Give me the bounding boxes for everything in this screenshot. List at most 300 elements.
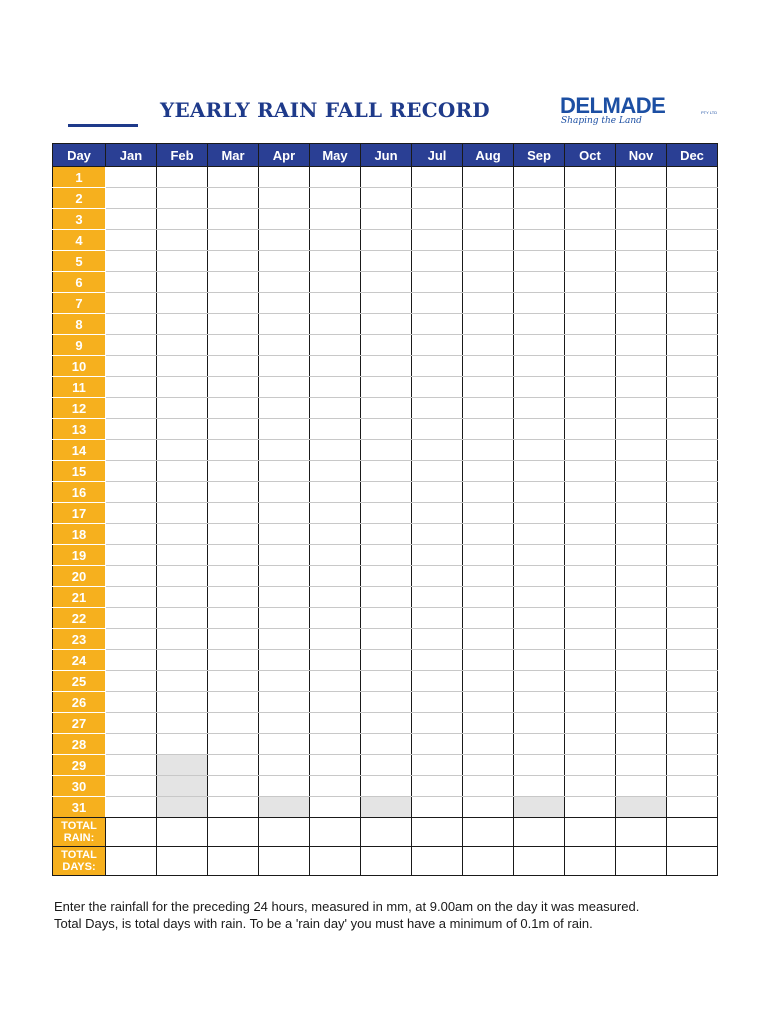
rainfall-entry-cell[interactable] bbox=[106, 776, 157, 797]
rainfall-entry-cell[interactable] bbox=[361, 272, 412, 293]
rainfall-entry-cell[interactable] bbox=[361, 293, 412, 314]
rainfall-entry-cell[interactable] bbox=[463, 776, 514, 797]
rainfall-entry-cell[interactable] bbox=[361, 419, 412, 440]
rainfall-entry-cell[interactable] bbox=[616, 209, 667, 230]
rainfall-entry-cell[interactable] bbox=[208, 797, 259, 818]
rainfall-entry-cell[interactable] bbox=[310, 734, 361, 755]
rainfall-entry-cell[interactable] bbox=[616, 293, 667, 314]
rainfall-entry-cell[interactable] bbox=[412, 356, 463, 377]
rainfall-entry-cell[interactable] bbox=[361, 671, 412, 692]
rainfall-entry-cell[interactable] bbox=[565, 230, 616, 251]
rainfall-entry-cell[interactable] bbox=[565, 503, 616, 524]
rainfall-entry-cell[interactable] bbox=[514, 335, 565, 356]
rainfall-entry-cell[interactable] bbox=[514, 545, 565, 566]
rainfall-entry-cell[interactable] bbox=[259, 671, 310, 692]
rainfall-entry-cell[interactable] bbox=[412, 566, 463, 587]
rainfall-entry-cell[interactable] bbox=[208, 335, 259, 356]
rainfall-entry-cell[interactable] bbox=[106, 314, 157, 335]
rainfall-entry-cell[interactable] bbox=[667, 356, 718, 377]
rainfall-entry-cell[interactable] bbox=[565, 335, 616, 356]
rainfall-entry-cell[interactable] bbox=[463, 608, 514, 629]
rainfall-entry-cell[interactable] bbox=[463, 713, 514, 734]
rainfall-entry-cell[interactable] bbox=[106, 230, 157, 251]
rainfall-entry-cell[interactable] bbox=[412, 419, 463, 440]
rainfall-entry-cell[interactable] bbox=[208, 188, 259, 209]
rainfall-entry-cell[interactable] bbox=[157, 587, 208, 608]
rainfall-entry-cell[interactable] bbox=[259, 167, 310, 188]
rainfall-entry-cell[interactable] bbox=[361, 545, 412, 566]
rainfall-entry-cell[interactable] bbox=[259, 209, 310, 230]
total-rain-cell[interactable] bbox=[157, 818, 208, 847]
rainfall-entry-cell[interactable] bbox=[616, 167, 667, 188]
rainfall-entry-cell[interactable] bbox=[157, 209, 208, 230]
rainfall-entry-cell[interactable] bbox=[463, 692, 514, 713]
rainfall-entry-cell[interactable] bbox=[310, 272, 361, 293]
rainfall-entry-cell[interactable] bbox=[361, 314, 412, 335]
rainfall-entry-cell[interactable] bbox=[259, 524, 310, 545]
rainfall-entry-cell[interactable] bbox=[616, 629, 667, 650]
total-rain-cell[interactable] bbox=[208, 818, 259, 847]
rainfall-entry-cell[interactable] bbox=[463, 566, 514, 587]
rainfall-entry-cell[interactable] bbox=[412, 188, 463, 209]
total-rain-cell[interactable] bbox=[667, 818, 718, 847]
rainfall-entry-cell[interactable] bbox=[463, 272, 514, 293]
rainfall-entry-cell[interactable] bbox=[514, 167, 565, 188]
rainfall-entry-cell[interactable] bbox=[514, 566, 565, 587]
rainfall-entry-cell[interactable] bbox=[514, 776, 565, 797]
rainfall-entry-cell[interactable] bbox=[106, 398, 157, 419]
rainfall-entry-cell[interactable] bbox=[259, 272, 310, 293]
rainfall-entry-cell[interactable] bbox=[208, 608, 259, 629]
rainfall-entry-cell[interactable] bbox=[208, 461, 259, 482]
rainfall-entry-cell[interactable] bbox=[157, 524, 208, 545]
rainfall-entry-cell[interactable] bbox=[514, 503, 565, 524]
rainfall-entry-cell[interactable] bbox=[463, 482, 514, 503]
rainfall-entry-cell[interactable] bbox=[514, 209, 565, 230]
rainfall-entry-cell[interactable] bbox=[514, 356, 565, 377]
rainfall-entry-cell[interactable] bbox=[106, 440, 157, 461]
rainfall-entry-cell[interactable] bbox=[514, 440, 565, 461]
rainfall-entry-cell[interactable] bbox=[565, 776, 616, 797]
rainfall-entry-cell[interactable] bbox=[208, 398, 259, 419]
rainfall-entry-cell[interactable] bbox=[157, 230, 208, 251]
rainfall-entry-cell[interactable] bbox=[157, 251, 208, 272]
rainfall-entry-cell[interactable] bbox=[463, 419, 514, 440]
rainfall-entry-cell[interactable] bbox=[157, 713, 208, 734]
rainfall-entry-cell[interactable] bbox=[565, 167, 616, 188]
rainfall-entry-cell[interactable] bbox=[106, 188, 157, 209]
rainfall-entry-cell[interactable] bbox=[565, 692, 616, 713]
rainfall-entry-cell[interactable] bbox=[616, 188, 667, 209]
rainfall-entry-cell[interactable] bbox=[616, 230, 667, 251]
rainfall-entry-cell[interactable] bbox=[667, 314, 718, 335]
rainfall-entry-cell[interactable] bbox=[667, 776, 718, 797]
rainfall-entry-cell[interactable] bbox=[463, 167, 514, 188]
rainfall-entry-cell[interactable] bbox=[310, 188, 361, 209]
rainfall-entry-cell[interactable] bbox=[106, 545, 157, 566]
rainfall-entry-cell[interactable] bbox=[208, 419, 259, 440]
rainfall-entry-cell[interactable] bbox=[412, 377, 463, 398]
rainfall-entry-cell[interactable] bbox=[514, 608, 565, 629]
rainfall-entry-cell[interactable] bbox=[412, 440, 463, 461]
rainfall-entry-cell[interactable] bbox=[463, 629, 514, 650]
rainfall-entry-cell[interactable] bbox=[412, 167, 463, 188]
rainfall-entry-cell[interactable] bbox=[106, 356, 157, 377]
rainfall-entry-cell[interactable] bbox=[616, 251, 667, 272]
rainfall-entry-cell[interactable] bbox=[310, 419, 361, 440]
rainfall-entry-cell[interactable] bbox=[157, 650, 208, 671]
rainfall-entry-cell[interactable] bbox=[259, 398, 310, 419]
rainfall-entry-cell[interactable] bbox=[514, 734, 565, 755]
rainfall-entry-cell[interactable] bbox=[514, 230, 565, 251]
rainfall-entry-cell[interactable] bbox=[667, 524, 718, 545]
rainfall-entry-cell[interactable] bbox=[667, 755, 718, 776]
rainfall-entry-cell[interactable] bbox=[463, 503, 514, 524]
rainfall-entry-cell[interactable] bbox=[208, 734, 259, 755]
rainfall-entry-cell[interactable] bbox=[667, 188, 718, 209]
rainfall-entry-cell[interactable] bbox=[106, 251, 157, 272]
rainfall-entry-cell[interactable] bbox=[259, 545, 310, 566]
rainfall-entry-cell[interactable] bbox=[310, 587, 361, 608]
rainfall-entry-cell[interactable] bbox=[310, 755, 361, 776]
rainfall-entry-cell[interactable] bbox=[157, 419, 208, 440]
rainfall-entry-cell[interactable] bbox=[157, 734, 208, 755]
rainfall-entry-cell[interactable] bbox=[157, 482, 208, 503]
rainfall-entry-cell[interactable] bbox=[667, 587, 718, 608]
rainfall-entry-cell[interactable] bbox=[361, 713, 412, 734]
rainfall-entry-cell[interactable] bbox=[310, 524, 361, 545]
rainfall-entry-cell[interactable] bbox=[667, 692, 718, 713]
rainfall-entry-cell[interactable] bbox=[514, 629, 565, 650]
rainfall-entry-cell[interactable] bbox=[106, 587, 157, 608]
rainfall-entry-cell[interactable] bbox=[208, 440, 259, 461]
rainfall-entry-cell[interactable] bbox=[106, 272, 157, 293]
rainfall-entry-cell[interactable] bbox=[565, 419, 616, 440]
rainfall-entry-cell[interactable] bbox=[208, 755, 259, 776]
rainfall-entry-cell[interactable] bbox=[259, 692, 310, 713]
rainfall-entry-cell[interactable] bbox=[208, 545, 259, 566]
rainfall-entry-cell[interactable] bbox=[514, 398, 565, 419]
rainfall-entry-cell[interactable] bbox=[106, 377, 157, 398]
rainfall-entry-cell[interactable] bbox=[106, 650, 157, 671]
total-rain-cell[interactable] bbox=[616, 818, 667, 847]
rainfall-entry-cell[interactable] bbox=[259, 356, 310, 377]
rainfall-entry-cell[interactable] bbox=[310, 377, 361, 398]
total-days-cell[interactable] bbox=[361, 847, 412, 876]
rainfall-entry-cell[interactable] bbox=[157, 671, 208, 692]
rainfall-entry-cell[interactable] bbox=[310, 209, 361, 230]
rainfall-entry-cell[interactable] bbox=[361, 356, 412, 377]
rainfall-entry-cell[interactable] bbox=[208, 356, 259, 377]
rainfall-entry-cell[interactable] bbox=[463, 440, 514, 461]
rainfall-entry-cell[interactable] bbox=[157, 692, 208, 713]
rainfall-entry-cell[interactable] bbox=[106, 797, 157, 818]
total-rain-cell[interactable] bbox=[463, 818, 514, 847]
rainfall-entry-cell[interactable] bbox=[565, 608, 616, 629]
rainfall-entry-cell[interactable] bbox=[157, 188, 208, 209]
rainfall-entry-cell[interactable] bbox=[310, 713, 361, 734]
rainfall-entry-cell[interactable] bbox=[565, 251, 616, 272]
rainfall-entry-cell[interactable] bbox=[208, 230, 259, 251]
rainfall-entry-cell[interactable] bbox=[667, 608, 718, 629]
rainfall-entry-cell[interactable] bbox=[208, 314, 259, 335]
rainfall-entry-cell[interactable] bbox=[565, 209, 616, 230]
rainfall-entry-cell[interactable] bbox=[667, 293, 718, 314]
rainfall-entry-cell[interactable] bbox=[616, 650, 667, 671]
rainfall-entry-cell[interactable] bbox=[463, 545, 514, 566]
rainfall-entry-cell[interactable] bbox=[463, 671, 514, 692]
rainfall-entry-cell[interactable] bbox=[361, 251, 412, 272]
rainfall-entry-cell[interactable] bbox=[208, 377, 259, 398]
rainfall-entry-cell[interactable] bbox=[463, 251, 514, 272]
rainfall-entry-cell[interactable] bbox=[514, 377, 565, 398]
rainfall-entry-cell[interactable] bbox=[616, 566, 667, 587]
rainfall-entry-cell[interactable] bbox=[259, 293, 310, 314]
rainfall-entry-cell[interactable] bbox=[106, 608, 157, 629]
total-days-cell[interactable] bbox=[463, 847, 514, 876]
rainfall-entry-cell[interactable] bbox=[208, 650, 259, 671]
year-entry-line[interactable] bbox=[68, 124, 138, 127]
rainfall-entry-cell[interactable] bbox=[259, 440, 310, 461]
rainfall-entry-cell[interactable] bbox=[208, 692, 259, 713]
rainfall-entry-cell[interactable] bbox=[361, 734, 412, 755]
rainfall-entry-cell[interactable] bbox=[463, 377, 514, 398]
rainfall-entry-cell[interactable] bbox=[208, 503, 259, 524]
rainfall-entry-cell[interactable] bbox=[259, 419, 310, 440]
rainfall-entry-cell[interactable] bbox=[565, 797, 616, 818]
rainfall-entry-cell[interactable] bbox=[208, 524, 259, 545]
rainfall-entry-cell[interactable] bbox=[208, 167, 259, 188]
rainfall-entry-cell[interactable] bbox=[463, 293, 514, 314]
rainfall-entry-cell[interactable] bbox=[310, 797, 361, 818]
total-days-cell[interactable] bbox=[412, 847, 463, 876]
rainfall-entry-cell[interactable] bbox=[514, 272, 565, 293]
total-rain-cell[interactable] bbox=[412, 818, 463, 847]
rainfall-entry-cell[interactable] bbox=[463, 314, 514, 335]
rainfall-entry-cell[interactable] bbox=[259, 755, 310, 776]
rainfall-entry-cell[interactable] bbox=[310, 314, 361, 335]
rainfall-entry-cell[interactable] bbox=[514, 293, 565, 314]
total-rain-cell[interactable] bbox=[106, 818, 157, 847]
rainfall-entry-cell[interactable] bbox=[463, 755, 514, 776]
rainfall-entry-cell[interactable] bbox=[106, 713, 157, 734]
rainfall-entry-cell[interactable] bbox=[667, 440, 718, 461]
rainfall-entry-cell[interactable] bbox=[361, 209, 412, 230]
rainfall-entry-cell[interactable] bbox=[259, 629, 310, 650]
rainfall-entry-cell[interactable] bbox=[310, 251, 361, 272]
rainfall-entry-cell[interactable] bbox=[565, 356, 616, 377]
rainfall-entry-cell[interactable] bbox=[463, 650, 514, 671]
rainfall-entry-cell[interactable] bbox=[361, 524, 412, 545]
rainfall-entry-cell[interactable] bbox=[463, 797, 514, 818]
rainfall-entry-cell[interactable] bbox=[412, 755, 463, 776]
rainfall-entry-cell[interactable] bbox=[616, 755, 667, 776]
rainfall-entry-cell[interactable] bbox=[259, 230, 310, 251]
rainfall-entry-cell[interactable] bbox=[259, 734, 310, 755]
rainfall-entry-cell[interactable] bbox=[667, 566, 718, 587]
total-rain-cell[interactable] bbox=[514, 818, 565, 847]
rainfall-entry-cell[interactable] bbox=[412, 230, 463, 251]
rainfall-entry-cell[interactable] bbox=[616, 419, 667, 440]
rainfall-entry-cell[interactable] bbox=[514, 524, 565, 545]
rainfall-entry-cell[interactable] bbox=[106, 461, 157, 482]
rainfall-entry-cell[interactable] bbox=[463, 188, 514, 209]
rainfall-entry-cell[interactable] bbox=[616, 398, 667, 419]
rainfall-entry-cell[interactable] bbox=[412, 251, 463, 272]
rainfall-entry-cell[interactable] bbox=[310, 650, 361, 671]
rainfall-entry-cell[interactable] bbox=[361, 440, 412, 461]
rainfall-entry-cell[interactable] bbox=[208, 713, 259, 734]
rainfall-entry-cell[interactable] bbox=[565, 650, 616, 671]
rainfall-entry-cell[interactable] bbox=[259, 650, 310, 671]
rainfall-entry-cell[interactable] bbox=[667, 503, 718, 524]
rainfall-entry-cell[interactable] bbox=[463, 335, 514, 356]
rainfall-entry-cell[interactable] bbox=[208, 251, 259, 272]
rainfall-entry-cell[interactable] bbox=[259, 776, 310, 797]
rainfall-entry-cell[interactable] bbox=[157, 566, 208, 587]
rainfall-entry-cell[interactable] bbox=[259, 461, 310, 482]
rainfall-entry-cell[interactable] bbox=[667, 482, 718, 503]
total-days-cell[interactable] bbox=[157, 847, 208, 876]
rainfall-entry-cell[interactable] bbox=[565, 293, 616, 314]
rainfall-entry-cell[interactable] bbox=[361, 566, 412, 587]
rainfall-entry-cell[interactable] bbox=[514, 188, 565, 209]
rainfall-entry-cell[interactable] bbox=[310, 230, 361, 251]
rainfall-entry-cell[interactable] bbox=[565, 314, 616, 335]
rainfall-entry-cell[interactable] bbox=[106, 734, 157, 755]
rainfall-entry-cell[interactable] bbox=[565, 377, 616, 398]
rainfall-entry-cell[interactable] bbox=[259, 335, 310, 356]
rainfall-entry-cell[interactable] bbox=[157, 314, 208, 335]
rainfall-entry-cell[interactable] bbox=[361, 608, 412, 629]
rainfall-entry-cell[interactable] bbox=[616, 461, 667, 482]
rainfall-entry-cell[interactable] bbox=[667, 713, 718, 734]
rainfall-entry-cell[interactable] bbox=[463, 524, 514, 545]
total-days-cell[interactable] bbox=[259, 847, 310, 876]
rainfall-entry-cell[interactable] bbox=[514, 671, 565, 692]
rainfall-entry-cell[interactable] bbox=[565, 566, 616, 587]
rainfall-entry-cell[interactable] bbox=[412, 734, 463, 755]
rainfall-entry-cell[interactable] bbox=[667, 335, 718, 356]
rainfall-entry-cell[interactable] bbox=[463, 461, 514, 482]
rainfall-entry-cell[interactable] bbox=[514, 482, 565, 503]
rainfall-entry-cell[interactable] bbox=[412, 671, 463, 692]
rainfall-entry-cell[interactable] bbox=[157, 377, 208, 398]
rainfall-entry-cell[interactable] bbox=[106, 503, 157, 524]
rainfall-entry-cell[interactable] bbox=[616, 713, 667, 734]
rainfall-entry-cell[interactable] bbox=[310, 692, 361, 713]
rainfall-entry-cell[interactable] bbox=[412, 629, 463, 650]
rainfall-entry-cell[interactable] bbox=[157, 503, 208, 524]
rainfall-entry-cell[interactable] bbox=[259, 587, 310, 608]
rainfall-entry-cell[interactable] bbox=[412, 797, 463, 818]
rainfall-entry-cell[interactable] bbox=[208, 272, 259, 293]
rainfall-entry-cell[interactable] bbox=[106, 293, 157, 314]
rainfall-entry-cell[interactable] bbox=[259, 314, 310, 335]
rainfall-entry-cell[interactable] bbox=[667, 251, 718, 272]
rainfall-entry-cell[interactable] bbox=[412, 776, 463, 797]
rainfall-entry-cell[interactable] bbox=[310, 293, 361, 314]
rainfall-entry-cell[interactable] bbox=[361, 377, 412, 398]
rainfall-entry-cell[interactable] bbox=[208, 776, 259, 797]
rainfall-entry-cell[interactable] bbox=[106, 566, 157, 587]
total-days-cell[interactable] bbox=[667, 847, 718, 876]
rainfall-entry-cell[interactable] bbox=[310, 398, 361, 419]
rainfall-entry-cell[interactable] bbox=[259, 608, 310, 629]
rainfall-entry-cell[interactable] bbox=[259, 713, 310, 734]
rainfall-entry-cell[interactable] bbox=[259, 482, 310, 503]
rainfall-entry-cell[interactable] bbox=[616, 545, 667, 566]
rainfall-entry-cell[interactable] bbox=[412, 398, 463, 419]
rainfall-entry-cell[interactable] bbox=[616, 587, 667, 608]
total-rain-cell[interactable] bbox=[310, 818, 361, 847]
rainfall-entry-cell[interactable] bbox=[157, 167, 208, 188]
rainfall-entry-cell[interactable] bbox=[514, 251, 565, 272]
rainfall-entry-cell[interactable] bbox=[310, 167, 361, 188]
total-rain-cell[interactable] bbox=[259, 818, 310, 847]
rainfall-entry-cell[interactable] bbox=[514, 713, 565, 734]
rainfall-entry-cell[interactable] bbox=[565, 440, 616, 461]
rainfall-entry-cell[interactable] bbox=[259, 503, 310, 524]
rainfall-entry-cell[interactable] bbox=[361, 587, 412, 608]
rainfall-entry-cell[interactable] bbox=[157, 440, 208, 461]
rainfall-entry-cell[interactable] bbox=[259, 377, 310, 398]
rainfall-entry-cell[interactable] bbox=[106, 692, 157, 713]
rainfall-entry-cell[interactable] bbox=[412, 545, 463, 566]
rainfall-entry-cell[interactable] bbox=[310, 608, 361, 629]
rainfall-entry-cell[interactable] bbox=[157, 545, 208, 566]
rainfall-entry-cell[interactable] bbox=[514, 419, 565, 440]
rainfall-entry-cell[interactable] bbox=[463, 587, 514, 608]
rainfall-entry-cell[interactable] bbox=[565, 755, 616, 776]
rainfall-entry-cell[interactable] bbox=[361, 503, 412, 524]
rainfall-entry-cell[interactable] bbox=[412, 272, 463, 293]
rainfall-entry-cell[interactable] bbox=[565, 545, 616, 566]
rainfall-entry-cell[interactable] bbox=[208, 587, 259, 608]
rainfall-entry-cell[interactable] bbox=[616, 272, 667, 293]
rainfall-entry-cell[interactable] bbox=[157, 398, 208, 419]
rainfall-entry-cell[interactable] bbox=[310, 776, 361, 797]
rainfall-entry-cell[interactable] bbox=[412, 713, 463, 734]
rainfall-entry-cell[interactable] bbox=[106, 209, 157, 230]
rainfall-entry-cell[interactable] bbox=[514, 314, 565, 335]
rainfall-entry-cell[interactable] bbox=[565, 734, 616, 755]
rainfall-entry-cell[interactable] bbox=[667, 629, 718, 650]
rainfall-entry-cell[interactable] bbox=[412, 293, 463, 314]
rainfall-entry-cell[interactable] bbox=[565, 188, 616, 209]
rainfall-entry-cell[interactable] bbox=[106, 755, 157, 776]
rainfall-entry-cell[interactable] bbox=[412, 524, 463, 545]
rainfall-entry-cell[interactable] bbox=[565, 629, 616, 650]
rainfall-entry-cell[interactable] bbox=[463, 209, 514, 230]
rainfall-entry-cell[interactable] bbox=[565, 272, 616, 293]
rainfall-entry-cell[interactable] bbox=[514, 461, 565, 482]
total-days-cell[interactable] bbox=[514, 847, 565, 876]
rainfall-entry-cell[interactable] bbox=[412, 587, 463, 608]
rainfall-entry-cell[interactable] bbox=[106, 671, 157, 692]
rainfall-entry-cell[interactable] bbox=[463, 230, 514, 251]
rainfall-entry-cell[interactable] bbox=[361, 692, 412, 713]
rainfall-entry-cell[interactable] bbox=[310, 671, 361, 692]
rainfall-entry-cell[interactable] bbox=[412, 503, 463, 524]
rainfall-entry-cell[interactable] bbox=[616, 356, 667, 377]
total-rain-cell[interactable] bbox=[361, 818, 412, 847]
total-days-cell[interactable] bbox=[208, 847, 259, 876]
rainfall-entry-cell[interactable] bbox=[361, 755, 412, 776]
rainfall-entry-cell[interactable] bbox=[565, 524, 616, 545]
rainfall-entry-cell[interactable] bbox=[667, 272, 718, 293]
rainfall-entry-cell[interactable] bbox=[106, 524, 157, 545]
